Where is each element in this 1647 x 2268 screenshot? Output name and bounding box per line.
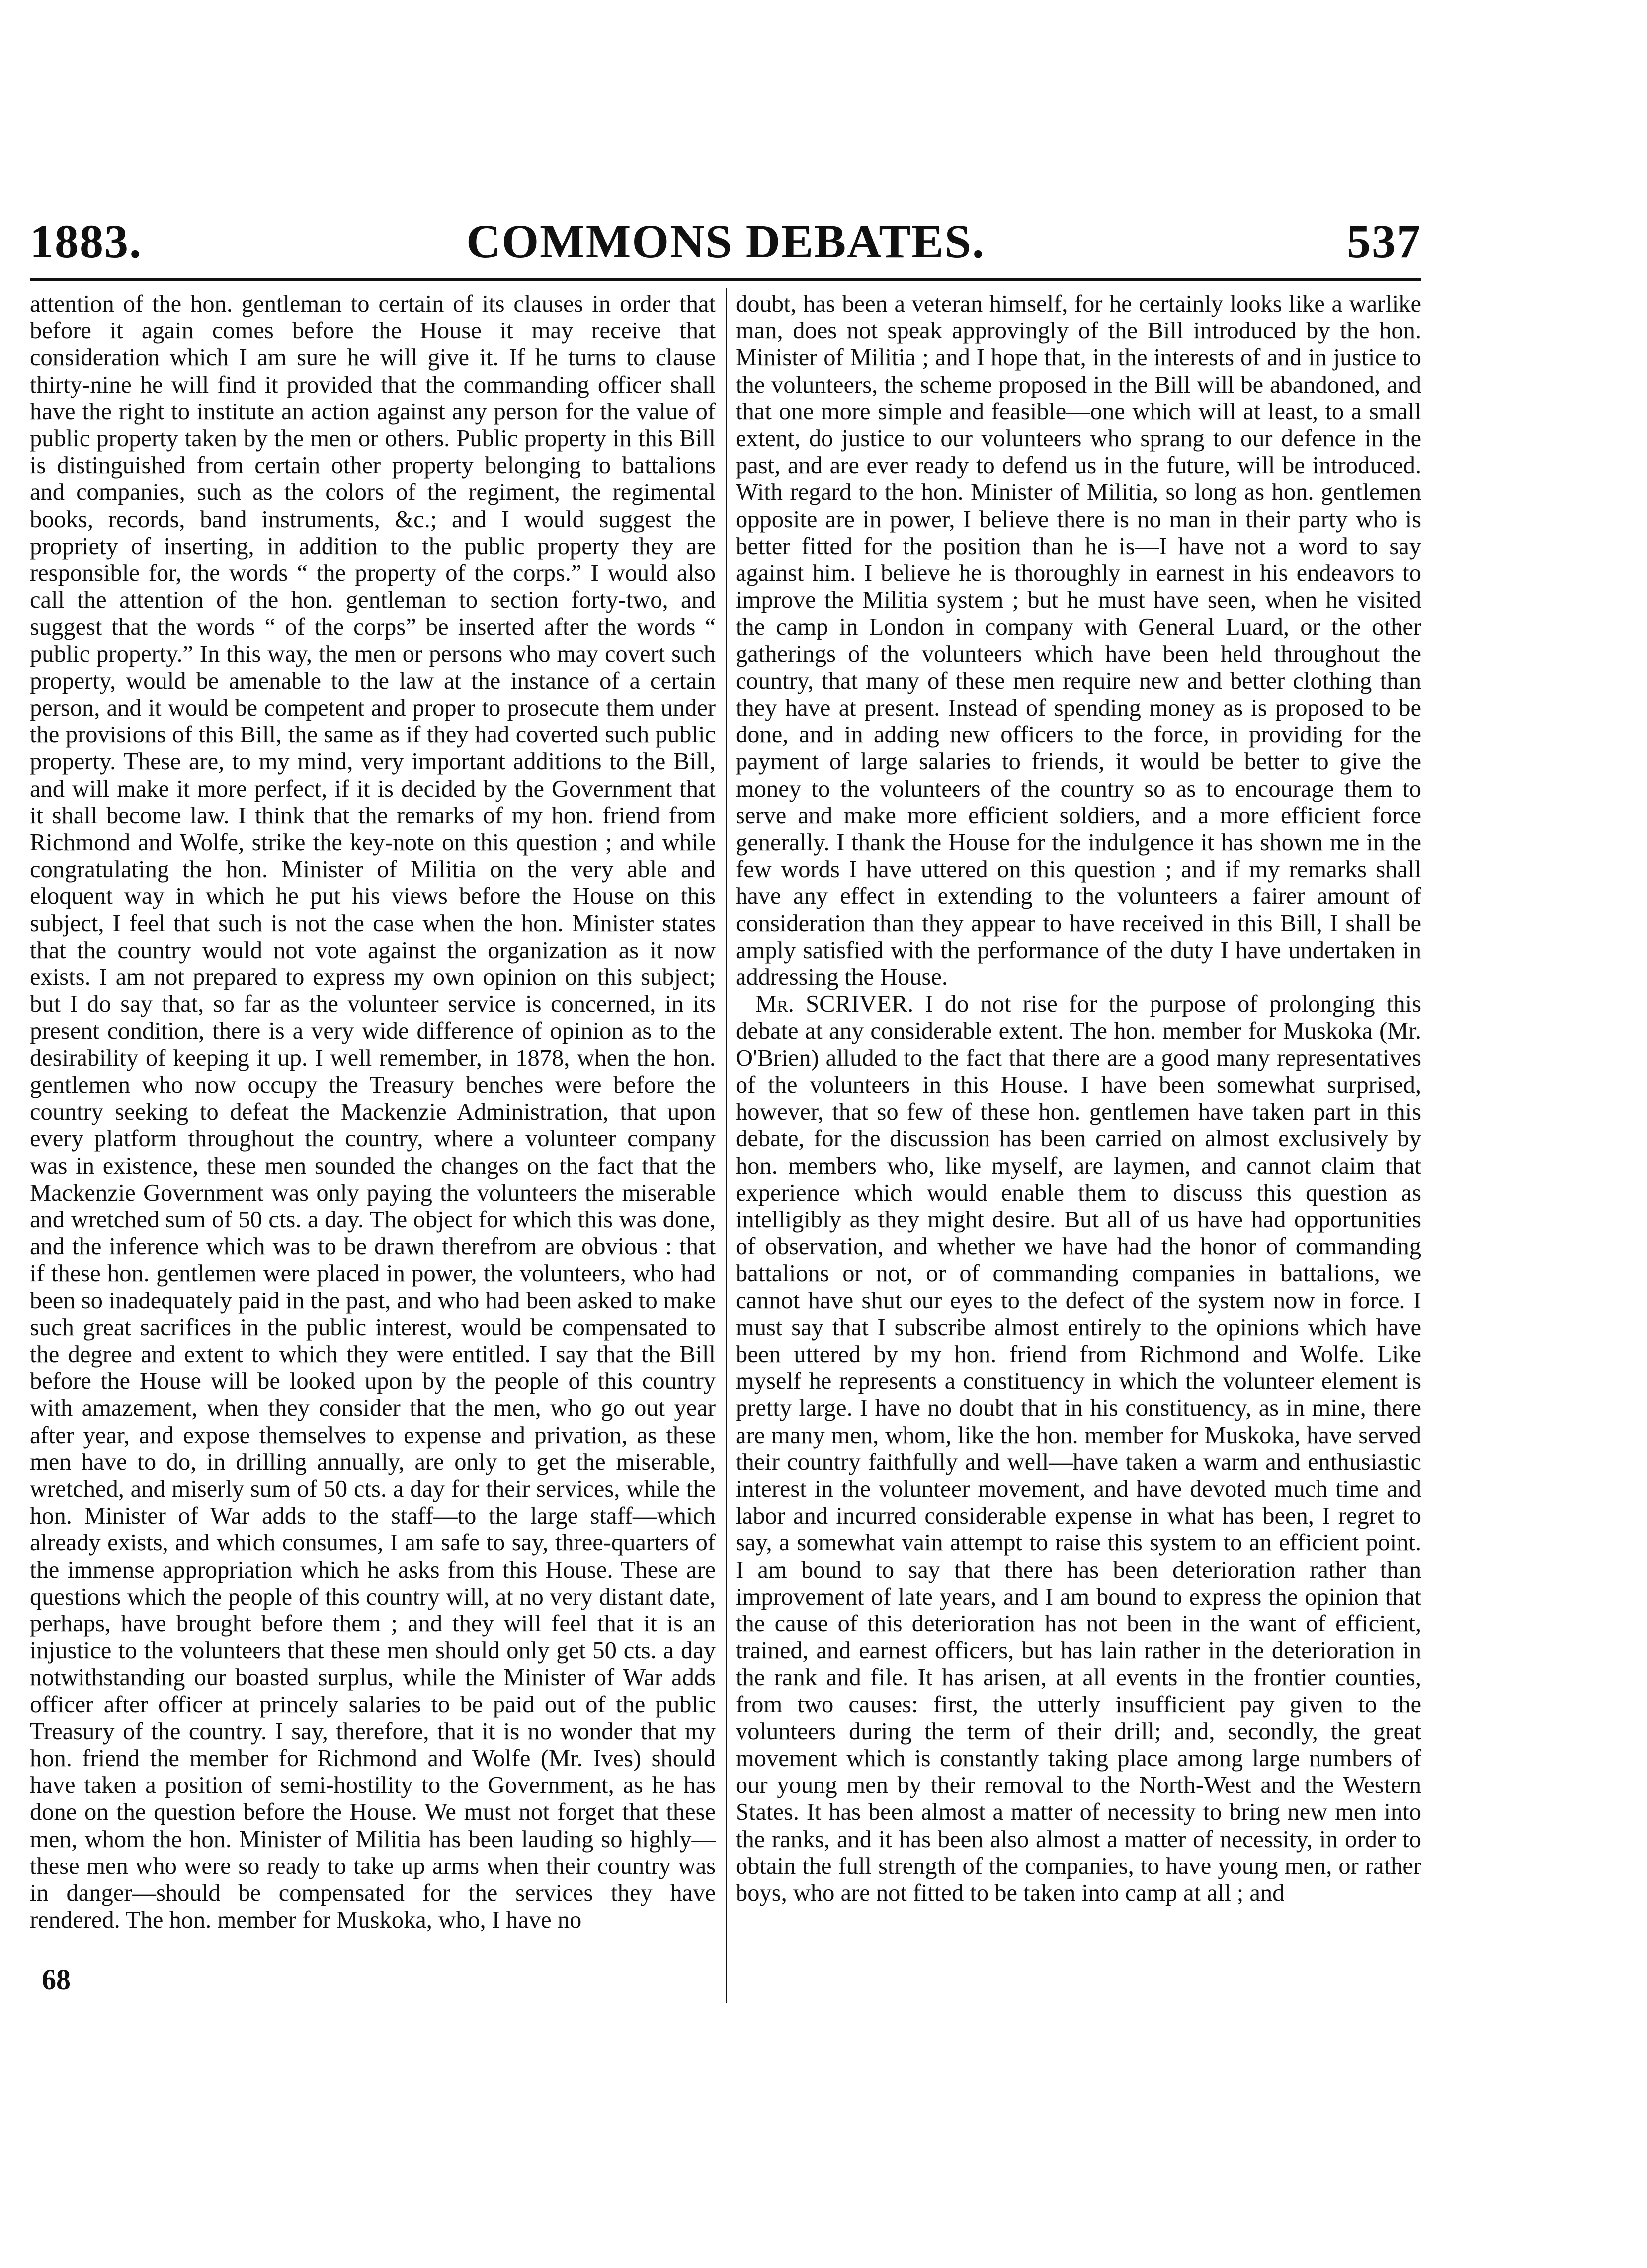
header-title: COMMONS DEBATES. [466, 215, 985, 268]
right-paragraph-2 [736, 991, 1421, 1907]
left-paragraph-1: attention of the hon. gentleman to certain of its clauses in order that before it again comes before the House it may receive that consideration which I am sure he will give it. If he turns to clause thirty-nine he will find it provided that the commanding officer shall have the right to institute an action against any person for the value of public property taken by the men or others. Public property in this Bill is distinguished from certain other property belonging to battalions and companies, such as the colors of the regiment, the regimental books, records, band instruments, &c.; and I would suggest the propriety of inserting, in addition to the public property they are responsible for, the words “ the property of the corps.” I would also call the attention of the hon. gentleman to section forty-two, and suggest that the words “ of the corps” be inserted after the words “ public property.” In this way, the men or persons who may covert such property, would be amenable to the law at the instance of a certain person, and it would be competent and proper to prosecute them under the provisions of this Bill, the same as if they had coverted such public property. These are, to my mind, very important additions to the Bill, and will make it more perfect, if it is decided by the Government that it shall become law. I think that the remarks of my hon. friend from Richmond and Wolfe, strike the key-note on this question ; and while congratulating the hon. Minister of Militia on the very able and eloquent way in which he put his views before the House on this subject, I feel that such is not the case when the hon. Minister states that the country would not vote against the organization as it now exists. I am not prepared to express my own opinion on this subject; but I do say that, so far as the volunteer service is concerned, in its present condition, there is a very wide difference of opinion as to the desirability of keeping it up. I well remember, in 1878, when the hon. gentlemen who now occupy the Treasury benches were before the country seeking to defeat the Mackenzie Administration, that upon every platform throughout the country, where a volunteer company was in existence, these men sounded the changes on the fact that the Mackenzie Government was only paying the volunteers the miserable and wretched sum of 50 cts. a day. The object for which this was done, and the inference which was to be drawn therefrom are obvious : that if these hon. gentlemen were placed in power, the volunteers, who had been so inadequately paid in the past, and who had been asked to make such great sacrifices in the public interest, would be compensated to the degree and extent to which they were entitled. I say that the Bill before the House will be looked upon by the people of this country with amazement, when they consider that the men, who go out year after year, and expose themselves to expense and privation, as these men have to do, in drilling annually, are only to get the miserable, wretched, and miserly sum of 50 cts. a day for their services, while the hon. Minister of War adds to the staff—to the large staff—which already exists, and which consumes, I am safe to say, three-quarters of the immense appropriation which he asks from this House. These are questions which the people of this country will, at no very distant date, perhaps, have brought before them ; and they will feel that it is an injustice to the volunteers that these men should only get 50 cts. a day notwithstanding our boasted surplus, while the Minister of War adds officer after officer at princely salaries to be paid out of the public Treasury of the country. I say, therefore, that it is no wonder that my hon. friend the member for Richmond and Wolfe (Mr. Ives) should have taken a position of semi-hostility to the Government, as he has done on the question before the House. We must not forget that these men, whom the hon. Minister of Militia has been lauding so highly—these men who were so ready to take up arms when their country was in danger—should be compensated for the services they have rendered. The hon. member for Muskoka, who, I have no [30, 291, 716, 1934]
page-header [30, 214, 1421, 273]
header-year: 1883. [30, 215, 142, 268]
left-column [30, 291, 716, 1934]
right-paragraph-2-text: I do not rise for the purpose of prolonging this debate at any considerable extent. The hon. member for Muskoka (Mr. O'Brien) alluded to the fact that there are a good many representatives of the volunteers in this House. I have been somewhat surprised, however, that so few of these hon. gentlemen have taken part in this debate, for the discussion has been carried on almost exclusively by hon. members who, like myself, are laymen, and cannot claim that experience which would enable them to discuss this question as intelligibly as they might desire. But all of us have had opportunities of observation, and whether we have had the honor of commanding battalions or not, or of commanding companies in battalions, we cannot have shut our eyes to the defect of the system now in force. I must say that I subscribe almost entirely to the opinions which have been uttered by my hon. friend from Richmond and Wolfe. Like myself he represents a constituency in which the volunteer element is pretty large. I have no doubt that in his constituency, as in mine, there are many men, whom, like the hon. member for Muskoka, have served their country faithfully and well—have taken a warm and enthusiastic interest in the volunteer movement, and have devoted much time and labor and incurred considerable expense in what has been, I regret to say, a somewhat vain attempt to raise this system to an efficient point. I am bound to say that there has been deterioration rather than improvement of late years, and I am bound to express the opinion that the cause of this deterioration has not been in the want of efficient, trained, and earnest officers, but has lain rather in the deterioration in the rank and file. It has arisen, at all events in the frontier counties, from two causes: first, the utterly insufficient pay given to the volunteers during the term of their drill; and, secondly, the great movement which is constantly taking place among large numbers of our young men by their removal to the North-West and the Western States. It has been almost a matter of necessity to bring new men into the ranks, and it has been also almost a matter of necessity, in order to obtain the full strength of the companies, to have young men, or rather boys, who are not fitted to be taken into camp at all ; and [736, 991, 1422, 1906]
column-divider [726, 288, 727, 2003]
right-paragraph-1: doubt, has been a veteran himself, for he certainly looks like a warlike man, does not speak approvingly of the Bill introduced by the hon. Minister of Militia ; and I hope that, in the interests of and in justice to the volunteers, the scheme proposed in the Bill will be abandoned, and that one more simple and feasible—one which will at least, to a small extent, do justice to our volunteers who sprang to our defence in the past, and are ever ready to defend us in the future, will be introduced. With regard to the hon. Minister of Militia, so long as hon. gentlemen opposite are in power, I believe there is no man in their party who is better fitted for the position than he is—I have not a word to say against him. I believe he is thoroughly in earnest in his endeavors to improve the Militia system ; but he must have seen, when he visited the camp in London in company with General Luard, or the other gatherings of the volunteers which have been held throughout the country, that many of these men require new and better clothing than they have at present. Instead of spending money as is proposed to be done, and in adding new officers to the force, in providing for the payment of large salaries to friends, it would be better to give the money to the volunteers of the country so as to encourage them to serve and make more efficient soldiers, and a more efficient force generally. I thank the House for the indulgence it has shown me in the few words I have uttered on this question ; and if my remarks shall have any effect in extending to the volunteers a fairer amount of consideration than they appear to have received in this Bill, I shall be amply satisfied with the performance of the duty I have undertaken in addressing the House. [736, 291, 1421, 991]
header-page-number: 537 [1347, 215, 1421, 268]
speaker-name: Mr. SCRIVER. [755, 991, 914, 1018]
signature-mark: 68 [42, 1963, 71, 1996]
header-rule [30, 278, 1421, 286]
right-column [736, 291, 1421, 1907]
